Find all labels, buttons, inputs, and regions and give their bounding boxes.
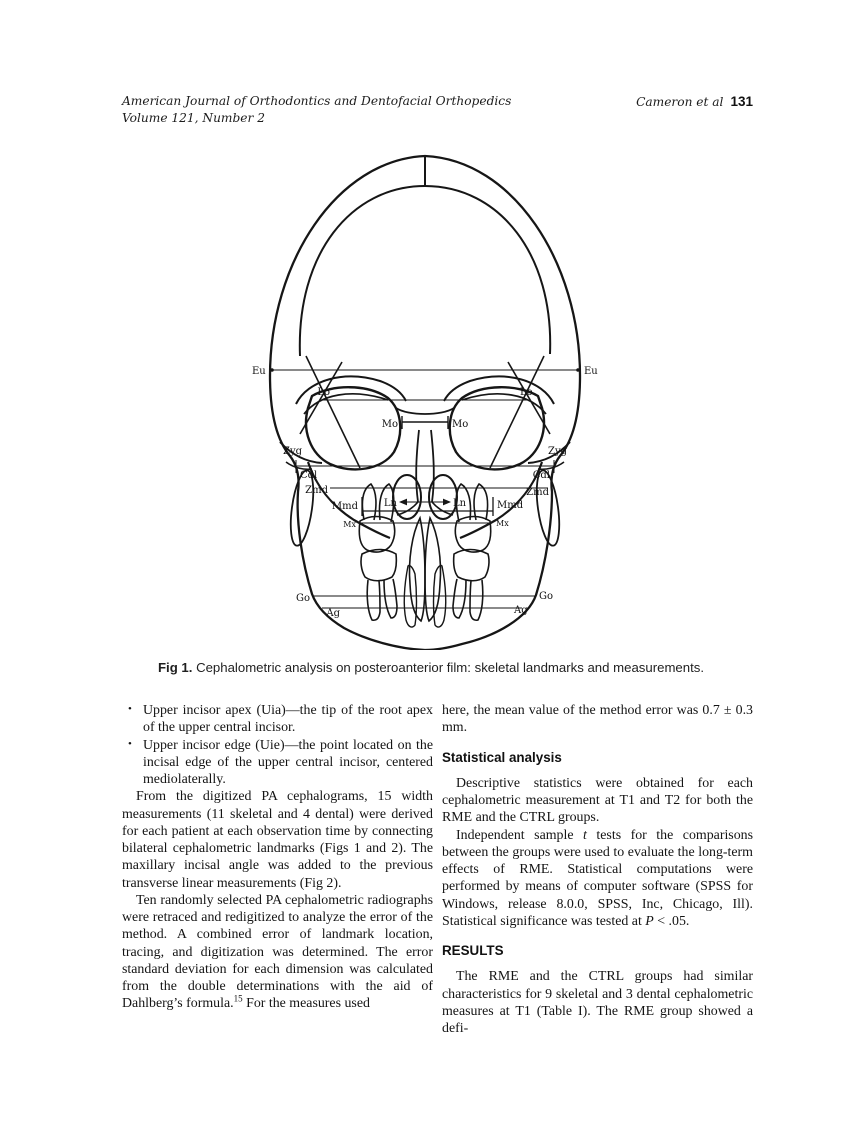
- mo-line: [402, 416, 448, 429]
- paragraph: [122, 892, 433, 1013]
- label-cdl-right: Cdl: [532, 470, 550, 481]
- label-cdl-left: Cdl: [300, 470, 318, 481]
- label-zyg-left: Zyg: [283, 446, 302, 457]
- pa-cephalogram-figure: [250, 150, 600, 650]
- paragraph: From the digitized PA cephalograms, 15 width measurements (11 skeletal and 4 dental) were derived for each patient at each observation time by connecting bilateral cephalometric landmarks (Figs 1 and 2). The maxillary incisal angle was added to the previous transverse linear measurements (Fig 2).: [122, 789, 433, 891]
- label-lo-right: Lo: [520, 387, 533, 398]
- label-mx-right: Mx: [496, 519, 509, 528]
- lower-molar: [361, 550, 397, 621]
- paragraph-text: Independent sample: [456, 827, 584, 843]
- italic-t: t: [583, 827, 587, 843]
- journal-volume: Volume 121, Number 2: [122, 111, 265, 125]
- label-mo-right: Mo: [452, 419, 469, 430]
- label-lo-left: Lo: [317, 387, 330, 398]
- cdl-line: [296, 460, 554, 473]
- paragraph-text: tests for the comparisons between the groups were used to evaluate the long-term effects of RME. Statistical computations were performed by means of computer software (SPSS for Windows, release 8.0.0, SPSS, Inc, Chicago, Ill). Statistical significance was tested at: [442, 827, 754, 929]
- figure-caption-label: Fig 1.: [157, 660, 193, 675]
- right-column: [442, 702, 753, 1037]
- label-go-right: Go: [539, 591, 554, 602]
- journal-title: American Journal of Orthodontics and Dentofacial Orthopedics: [122, 94, 512, 108]
- paragraph-text: For the measures used: [242, 996, 370, 1012]
- inner-cranial-arc: [300, 186, 550, 356]
- paragraph-text: < .05.: [653, 913, 690, 929]
- label-mx-left: Mx: [343, 520, 356, 529]
- landmark-definition-list: [122, 702, 433, 788]
- bullet-icon: •: [128, 703, 132, 715]
- label-mo-left: Mo: [381, 419, 398, 430]
- list-item-text: Upper incisor apex (Uia)—the tip of the root apex of the upper central incisor.: [143, 703, 433, 736]
- reference-superscript: 15: [233, 993, 243, 1004]
- section-heading-results: RESULTS: [442, 943, 504, 958]
- paragraph: Descriptive statistics were obtained for each cephalometric measurement at T1 and T2 for both the RME and the CTRL groups.: [442, 775, 753, 826]
- label-mmd-left: Mmd: [331, 501, 358, 512]
- paragraph: here, the mean value of the method error was 0.7 ± 0.3 mm.: [442, 703, 753, 736]
- label-ln-left: Ln: [383, 498, 397, 509]
- label-eu-left: Eu: [252, 366, 266, 377]
- label-ag-left: Ag: [326, 608, 340, 619]
- paragraph-text: Ten randomly selected PA cephalometric radiographs were retraced and redigitized to analyze the error of the method. A combined error of landmark location, tracing, and digitization was determined. The error standard deviation for each dimension was calculated from the double determinations with the aid of Dahlberg’s formula.: [122, 892, 433, 1012]
- label-zmd-right: Zmd: [526, 487, 549, 498]
- running-header-right: [636, 93, 753, 111]
- paragraph: The RME and the CTRL groups had similar characteristics for 9 skeletal and 3 dental cephalometric measures at T1 (Table I). The RME group showed a defi-: [442, 969, 753, 1036]
- label-zmd-left: Zmd: [305, 485, 328, 496]
- label-eu-right: Eu: [584, 366, 598, 377]
- label-zyg-right: Zyg: [548, 446, 567, 457]
- page-number: 131: [730, 94, 753, 109]
- list-item: [122, 737, 433, 789]
- list-item: [122, 702, 433, 737]
- running-authors: Cameron et al: [636, 95, 724, 109]
- upper-molar: [359, 484, 394, 552]
- running-header-left: [122, 93, 511, 127]
- label-ag-right: Ag: [514, 605, 528, 616]
- section-heading-statistical-analysis: Statistical analysis: [442, 749, 562, 765]
- label-mmd-right: Mmd: [497, 500, 524, 511]
- bullet-icon: •: [128, 737, 132, 750]
- italic-p: P: [645, 913, 654, 929]
- left-column: [122, 702, 433, 1013]
- label-ln-right: Ln: [453, 498, 467, 509]
- figure-caption: [0, 660, 862, 675]
- left-face-half: [280, 356, 425, 627]
- figure-caption-text: Cephalometric analysis on posteroanterior film: skeletal landmarks and measurements.: [192, 660, 705, 675]
- label-go-left: Go: [295, 593, 310, 604]
- paragraph: [442, 827, 753, 931]
- list-item-text: Upper incisor edge (Uie)—the point located on the incisal edge of the upper central incisor, centered mediolaterally.: [143, 737, 433, 787]
